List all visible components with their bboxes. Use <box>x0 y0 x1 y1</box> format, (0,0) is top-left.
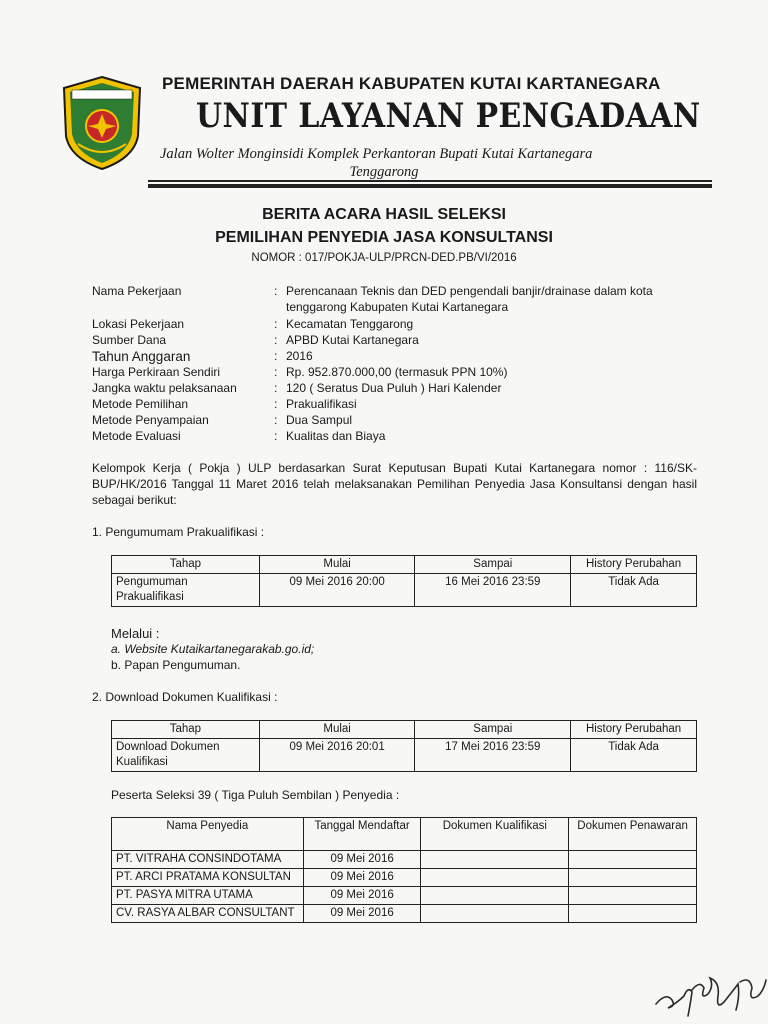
field-value: Rp. 952.870.000,00 (termasuk PPN 10%) <box>286 365 508 379</box>
col-registered: Tanggal Mendaftar <box>303 818 421 851</box>
intro-paragraph: Kelompok Kerja ( Pokja ) ULP berdasarkan Surat Keputusan Bupati Kutai Kartanegara nomor : 116/SK-BUP/HK/2016 Tanggal 11 Maret 2016 telah melaksanakan Pemilihan Penyedia Jasa Konsultansi dengan hasil sebagai berikut: <box>92 461 697 507</box>
col-mulai: Mulai <box>259 721 415 739</box>
field-label: Lokasi Pekerjaan <box>92 317 185 331</box>
field-label: Nama Pekerjaan <box>92 284 182 298</box>
cell-mulai: 09 Mei 2016 20:00 <box>259 574 415 607</box>
field-colon: : <box>274 317 278 331</box>
cell-sampai: 16 Mei 2016 23:59 <box>415 574 571 607</box>
field-label: Jangka waktu pelaksanaan <box>92 381 237 395</box>
field-value: 2016 <box>286 349 313 363</box>
table-row <box>112 905 697 923</box>
cell-provider: PT. ARCI PRATAMA KONSULTAN <box>112 869 304 887</box>
col-sampai: Sampai <box>415 721 571 739</box>
melalui-website: a. Website Kutaikartanegarakab.go.id; <box>111 642 315 656</box>
field-colon: : <box>274 284 278 298</box>
cell-registered: 09 Mei 2016 <box>303 905 421 923</box>
col-mulai: Mulai <box>259 556 415 574</box>
document-title: BERITA ACARA HASIL SELEKSI <box>262 206 506 223</box>
field-value: APBD Kutai Kartanegara <box>286 333 419 347</box>
cell-offer-doc <box>569 869 697 887</box>
melalui-heading: Melalui : <box>111 626 160 641</box>
letterhead-government: PEMERINTAH DAERAH KABUPATEN KUTAI KARTANEGARA <box>162 74 661 93</box>
letterhead-rule-thin <box>148 180 712 182</box>
cell-mulai: 09 Mei 2016 20:01 <box>259 739 415 772</box>
col-provider: Nama Penyedia <box>112 818 304 851</box>
field-label: Tahun Anggaran <box>92 349 191 364</box>
section1-heading: 1. Pengumumam Prakualifikasi : <box>92 525 265 539</box>
kutai-kartanegara-seal <box>58 74 146 172</box>
letterhead-address: Jalan Wolter Monginsidi Komplek Perkantoran Bupati Kutai Kartanegara <box>160 146 593 162</box>
field-value-cont: tenggarong Kabupaten Kutai Kartanegara <box>286 300 509 314</box>
field-value: Kualitas dan Biaya <box>286 429 386 443</box>
cell-offer-doc <box>569 887 697 905</box>
cell-provider: PT. PASYA MITRA UTAMA <box>112 887 304 905</box>
field-colon: : <box>274 397 278 411</box>
cell-qualification-doc <box>421 869 569 887</box>
letterhead-unit: UNIT LAYANAN PENGADAAN <box>196 96 701 136</box>
field-value: Prakualifikasi <box>286 397 357 411</box>
cell-tahap: Pengumuman Prakualifikasi <box>112 574 260 607</box>
document-subtitle: PEMILIHAN PENYEDIA JASA KONSULTANSI <box>215 229 553 246</box>
document-number: NOMOR : 017/POKJA-ULP/PRCN-DED.PB/VI/2016 <box>251 252 517 264</box>
col-offer-doc: Dokumen Penawaran <box>569 818 697 851</box>
field-label: Metode Penyampaian <box>92 413 209 427</box>
letterhead-rule-thick <box>148 184 712 188</box>
cell-history: Tidak Ada <box>571 574 697 607</box>
field-value: 120 ( Seratus Dua Puluh ) Hari Kalender <box>286 381 502 395</box>
cell-registered: 09 Mei 2016 <box>303 851 421 869</box>
melalui-board: b. Papan Pengumuman. <box>111 658 241 672</box>
col-tahap: Tahap <box>112 556 260 574</box>
cell-history: Tidak Ada <box>571 739 697 772</box>
letterhead-city: Tenggarong <box>349 164 419 180</box>
field-colon: : <box>274 365 278 379</box>
field-colon: : <box>274 429 278 443</box>
cell-offer-doc <box>569 851 697 869</box>
field-label: Metode Pemilihan <box>92 397 189 411</box>
cell-qualification-doc <box>421 887 569 905</box>
table-header-row <box>112 556 697 574</box>
field-value: Perencanaan Teknis dan DED pengendali banjir/drainase dalam kota <box>286 284 653 298</box>
cell-qualification-doc <box>421 851 569 869</box>
participants-heading: Peserta Seleksi 39 ( Tiga Puluh Sembilan ) Penyedia : <box>111 788 400 802</box>
field-value: Kecamatan Tenggarong <box>286 317 414 331</box>
field-colon: : <box>274 349 278 363</box>
table-header-row <box>112 818 697 851</box>
field-value: Dua Sampul <box>286 413 353 427</box>
cell-sampai: 17 Mei 2016 23:59 <box>415 739 571 772</box>
field-label: Sumber Dana <box>92 333 167 347</box>
col-sampai: Sampai <box>415 556 571 574</box>
cell-registered: 09 Mei 2016 <box>303 887 421 905</box>
col-qualification-doc: Dokumen Kualifikasi <box>421 818 569 851</box>
cell-provider: CV. RASYA ALBAR CONSULTANT <box>112 905 304 923</box>
cell-offer-doc <box>569 905 697 923</box>
prequalification-table <box>111 555 697 607</box>
field-colon: : <box>274 381 278 395</box>
cell-tahap: Download Dokumen Kualifikasi <box>112 739 260 772</box>
field-label: Metode Evaluasi <box>92 429 181 443</box>
table-row <box>112 574 697 607</box>
field-colon: : <box>274 413 278 427</box>
table-row <box>112 851 697 869</box>
table-row <box>112 869 697 887</box>
table-row <box>112 739 697 772</box>
download-table <box>111 720 697 772</box>
section2-heading: 2. Download Dokumen Kualifikasi : <box>92 690 278 704</box>
handwritten-signature <box>648 966 768 1018</box>
field-colon: : <box>274 333 278 347</box>
col-tahap: Tahap <box>112 721 260 739</box>
table-header-row <box>112 721 697 739</box>
col-history: History Perubahan <box>571 556 697 574</box>
participants-table <box>111 817 697 923</box>
field-label: Harga Perkiraan Sendiri <box>92 365 221 379</box>
cell-qualification-doc <box>421 905 569 923</box>
col-history: History Perubahan <box>571 721 697 739</box>
cell-provider: PT. VITRAHA CONSINDOTAMA <box>112 851 304 869</box>
table-row <box>112 887 697 905</box>
cell-registered: 09 Mei 2016 <box>303 869 421 887</box>
